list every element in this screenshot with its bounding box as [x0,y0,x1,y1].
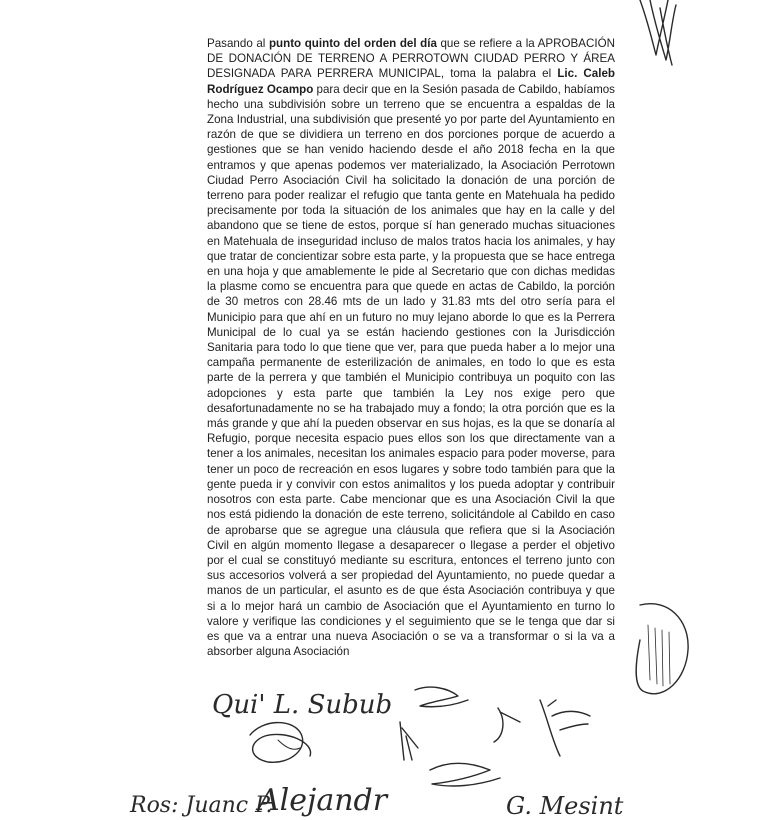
lower-signature-scribble [430,763,500,786]
right-signature-scribble [540,700,590,756]
middle-signature-scribble [415,687,468,707]
intro-text: Pasando al [207,37,269,50]
signature-1: Qui' L. Subub [212,690,393,720]
signature-3: Alejandr [258,783,388,818]
circle-signature-scribble [250,723,311,763]
hook-scribble [494,708,520,742]
margin-initials-scribble [640,0,676,65]
speaker-name: Lic. Caleb Rodríguez Ocampo [207,67,616,96]
small-scribble [400,722,418,760]
speech-body: para decir que en la Sesión pasada de Cabildo, habíamos hecho una subdivisión sobre un terreno que se encuentra a espaldas de la Zona Industrial, una subdivisión que presenté yo por parte del Ayuntamiento en razón de que se dividiera un terreno en dos porciones porque de acuerdo a gestiones que se han venido haciendo desde el año 2018 fecha en la que entramos y que apenas podemos ver materializado, la Asociación Perrotown Ciudad Perro Asociación Civil ha solicitado la donación de una porción de terreno para poder realizar el refugio que tanta gente en Matehuala ha pedido precisamente por toda la situación de los animales que hay en la calle y del abandono que se tiene de estos, porque sí han generado muchas situaciones en Matehuala de inseguridad incluso de malos tratos hacia los animales, y hay que tratar de concientizar sobre esta parte, y la propuesta que se hace entrega en una hoja y que amablemente le pide al Secretario que con dichas medidas la plasme como se encuentra para que quede en actas de Cabildo, la porción de 30 metros con 28.46 mts de un lado y 31.83 mts del otro sería para el Municipio para que ahí en un futuro no muy lejano aborde lo que es la Perrera Municipal de lo cual ya se están haciendo gestiones con la Jurisdicción Sanitaria para todo lo que tiene que ver, para que pueda haber a lo mejor una campaña permanente de esterilización de animales, en todo lo que es esta parte de la perrera y que también el Municipio contribuya un poquito con las adopciones y esta parte que también la Ley nos exige pero que desafortunadamente no se ha trabajado muy a fondo; la otra porción que es la más grande y que ahí la pueden observar en sus hojas, es la que se donaría al Refugio, porque necesita espacio pues ellos son los que directamente van a tener a los animales, necesitan los animales espacio para poder moverse, para tener un poco de recreación en esos lugares y sobre todo también para que la gente pueda ir y convivir con estos animalitos y los pueda adoptar y contribuir nosotros con esta parte. Cabe mencionar que es una Asociación Civil la que nos está pidiendo la donación de este terreno, solicitándole al Cabildo en caso de aprobarse que se agregue una cláusula que refiera que si la Asociación Civil en algún momento llegase a desaparecer o llegase a perder el objetivo por el cual se constituyó mediante su escritura, entonces el terreno junto con sus accesorios volverá a ser propiedad del Ayuntamiento, no puede quedar a manos de un particular, el asunto es de que ésta Asociación contribuya y que si a lo mejor hará un cambio de Asociación que el Ayuntamiento en turno lo valore y verifique las condiciones y el seguimiento que se le tenga que dar si es que va a entrar una nueva Asociación o se va a transformar o si la va a absorber alguna Asociación [207,82,615,659]
minutes-paragraph [207,36,615,659]
margin-oval-scribble [636,604,688,694]
signature-2: Ros: Juanc P. [130,793,273,818]
signature-4: G. Mesint [506,792,624,820]
agenda-point: punto quinto del orden del día [268,37,437,50]
agenda-subject: que se refiere a la APROBACIÓN DE DONACIÓN DE TERRENO A PERROTOWN CIUDAD PERRO Y ÁREA DESIGNADA PARA PERRERA MUNICIPAL, toma la palabra el [207,37,615,81]
